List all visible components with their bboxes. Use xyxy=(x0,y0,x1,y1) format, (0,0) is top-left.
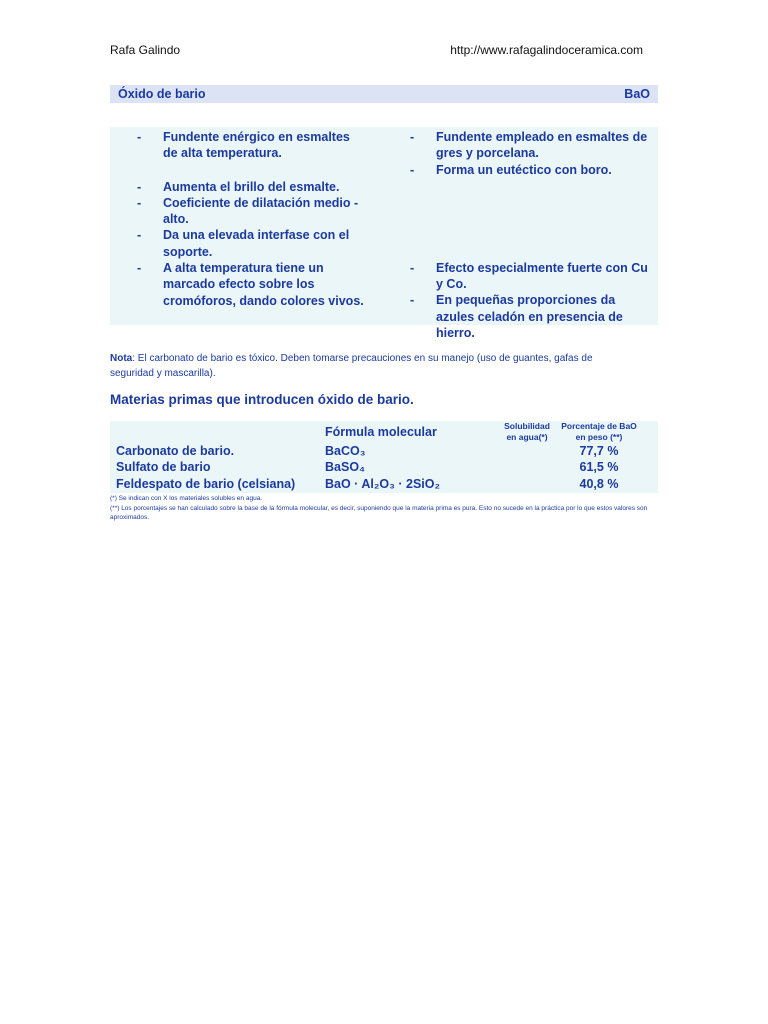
property-item: - Aumenta el brillo del esmalte. xyxy=(137,179,340,194)
property-item: - En pequeñas proporciones da azules celadón en presencia de hierro. xyxy=(410,293,623,341)
material-percentage: 61,5 % xyxy=(579,460,619,474)
properties-right-column xyxy=(410,129,655,341)
material-name: Sulfato de bario xyxy=(116,460,211,474)
material-name: Carbonato de bario. xyxy=(116,444,235,458)
footnote: (*) Se indican con X los materiales solubles en agua. xyxy=(110,495,263,502)
header-percentage: Porcentaje de BaO en peso (**) xyxy=(561,421,637,442)
property-item: - Coeficiente de dilatación medio - alto. xyxy=(137,195,359,227)
material-percentage: 77,7 % xyxy=(579,444,619,458)
property-item: - Fundente empleado en esmaltes de gres y porcelana. xyxy=(410,130,648,161)
materials-section-title: Materias primas que introducen óxido de bario. xyxy=(110,392,414,407)
material-formula: BaCO₃ xyxy=(325,444,366,458)
toxicity-note xyxy=(110,351,630,381)
footnotes xyxy=(110,494,658,523)
author-name: Rafa Galindo xyxy=(110,43,181,57)
title-bar xyxy=(110,85,658,103)
material-name: Feldespato de bario (celsiana) xyxy=(116,477,296,491)
property-item: - Forma un eutéctico con boro. xyxy=(410,162,612,177)
material-formula: BaSO₄ xyxy=(325,460,365,474)
property-item: - Da una elevada interfase con el soporte. xyxy=(137,228,350,259)
table-row xyxy=(110,460,658,476)
property-item: - Efecto especialmente fuerte con Cu y Co. xyxy=(410,260,648,292)
properties-panel xyxy=(110,127,658,341)
material-percentage: 40,8 % xyxy=(579,477,619,491)
property-item: - Fundente enérgico en esmaltes de alta temperatura. xyxy=(137,130,350,161)
table-row xyxy=(110,477,658,493)
materials-table xyxy=(110,421,658,493)
header-solubility: Solubilidad en agua(*) xyxy=(504,421,550,442)
oxide-name: Óxido de bario xyxy=(118,87,206,101)
material-formula: BaO · Al₂O₃ · 2SiO₂ xyxy=(325,477,441,491)
note-label: Nota xyxy=(110,353,133,364)
table-row xyxy=(110,444,658,460)
oxide-formula: BaO xyxy=(624,87,650,101)
website-url[interactable]: http://www.rafagalindoceramica.com xyxy=(450,43,643,57)
footnote: (**) Los porcentajes se han calculado sobre la base de la fórmula molecular, es decir, suponiendo que la materia prima es pura. Esto no sucede en la práctica por lo que estos valores son aproximados. xyxy=(110,504,648,521)
properties-left-column xyxy=(137,129,367,309)
header-formula: Fórmula molecular xyxy=(325,425,437,439)
property-item: - A alta temperatura tiene un marcado efecto sobre los cromóforos, dando colores vivos. xyxy=(137,261,364,308)
note-text: : El carbonato de bario es tóxico. Deben tomarse precauciones en su manejo (uso de guantes, gafas de seguridad y mascarilla). xyxy=(110,353,593,379)
